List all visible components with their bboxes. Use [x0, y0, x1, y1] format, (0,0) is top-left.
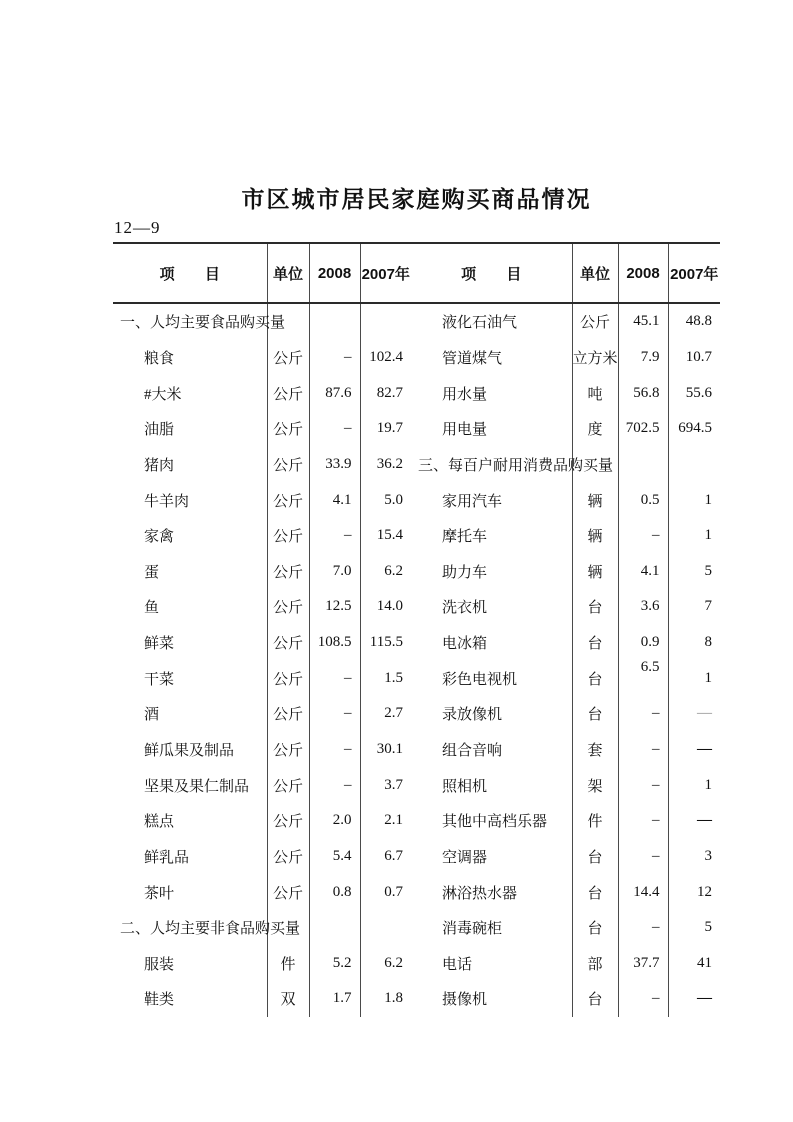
- value-2007: 102.4: [369, 348, 403, 365]
- value-2008: –: [652, 919, 660, 936]
- value-2008-cell: [618, 732, 668, 768]
- value-2007-cell: [668, 981, 720, 1017]
- table-row: [411, 839, 720, 875]
- value-2007-cell: [360, 660, 411, 696]
- value-2008: 6.5: [640, 658, 660, 675]
- unit-cell: 公斤: [267, 482, 309, 518]
- value-2008-cell: [309, 340, 360, 376]
- value-2008-cell: [309, 839, 360, 875]
- value-2008-cell: [618, 303, 668, 340]
- table-row: [113, 696, 411, 732]
- value-2007: 0.7: [384, 883, 403, 900]
- column-header-2008: 2008: [618, 244, 668, 303]
- value-2008-cell: [309, 874, 360, 910]
- value-2007: 10.7: [685, 348, 712, 365]
- item-cell: 洗衣机: [442, 600, 488, 617]
- value-2007: 3.7: [384, 776, 403, 793]
- unit-cell: 台: [572, 839, 618, 875]
- unit-cell: 台: [572, 696, 618, 732]
- value-2007: 6.2: [384, 562, 403, 579]
- column-header-item: 项 目: [113, 244, 267, 303]
- item-cell: 照相机: [442, 778, 488, 795]
- value-2007: —: [697, 990, 712, 1007]
- value-2007: 5: [704, 919, 712, 936]
- value-2007-cell: [668, 303, 720, 340]
- value-2008-cell: [618, 411, 668, 447]
- item-cell: 坚果及果仁制品: [144, 778, 250, 795]
- unit-cell: 公斤: [267, 767, 309, 803]
- value-2007-cell: [360, 803, 411, 839]
- unit-cell: 公斤: [267, 589, 309, 625]
- value-2007: 6.2: [384, 954, 403, 971]
- value-2008-cell: [309, 518, 360, 554]
- value-2007: 694.5: [678, 420, 712, 437]
- value-2007-cell: [668, 411, 720, 447]
- value-2008-cell: [618, 981, 668, 1017]
- item-cell: 蛋: [144, 564, 160, 581]
- column-header-unit: 单位: [572, 244, 618, 303]
- unit-cell: 台: [572, 625, 618, 661]
- value-2007: 1: [704, 669, 712, 686]
- value-2008: 2.0: [332, 812, 352, 829]
- unit-cell: 件: [572, 803, 618, 839]
- table-row: [411, 803, 720, 839]
- item-cell: 油脂: [144, 422, 175, 439]
- value-2007-cell: [668, 447, 720, 483]
- column-header-2008: 2008: [309, 244, 360, 303]
- item-cell: 管道煤气: [442, 350, 503, 367]
- unit-cell: 公斤: [267, 874, 309, 910]
- item-cell: 糕点: [144, 814, 175, 831]
- unit-cell: 公斤: [267, 803, 309, 839]
- value-2008-cell: [309, 447, 360, 483]
- value-2007: 15.4: [376, 527, 403, 544]
- value-2008-cell: [618, 375, 668, 411]
- value-2008: 37.7: [633, 954, 660, 971]
- item-cell: 其他中高档乐器: [442, 814, 548, 831]
- table-row: [113, 553, 411, 589]
- value-2008-cell: [309, 589, 360, 625]
- value-2008: 14.4: [633, 883, 660, 900]
- value-2008: 12.5: [325, 598, 352, 615]
- value-2008-cell: [309, 767, 360, 803]
- value-2007-cell: [668, 946, 720, 982]
- unit-cell: 部: [572, 946, 618, 982]
- item-cell: 家禽: [144, 529, 175, 546]
- table-row: [113, 732, 411, 768]
- value-2007: 5.0: [384, 491, 403, 508]
- value-2007: 12: [697, 883, 712, 900]
- table-row: [411, 696, 720, 732]
- item-cell: 摄像机: [442, 992, 488, 1009]
- value-2008: 0.5: [640, 491, 660, 508]
- value-2008: –: [344, 705, 352, 722]
- value-2007-cell: [360, 696, 411, 732]
- table-row: [113, 482, 411, 518]
- item-cell: 液化石油气: [442, 315, 518, 332]
- value-2008-cell: [618, 553, 668, 589]
- table-row: [113, 411, 411, 447]
- item-cell: 二、人均主要非食品购买量: [120, 921, 301, 938]
- value-2008-cell: [618, 482, 668, 518]
- value-2008: 0.8: [332, 883, 352, 900]
- unit-cell: 辆: [572, 518, 618, 554]
- value-2008: 108.5: [317, 634, 352, 651]
- section-row: [113, 910, 411, 946]
- value-2007-cell: [668, 589, 720, 625]
- value-2008: 702.5: [625, 420, 660, 437]
- unit-cell: 吨: [572, 375, 618, 411]
- value-2008: 5.4: [332, 847, 352, 864]
- value-2007-cell: [668, 340, 720, 376]
- value-2008: 7.9: [640, 348, 660, 365]
- value-2008-cell: [309, 303, 360, 340]
- unit-cell: 公斤: [267, 660, 309, 696]
- item-cell: 鞋类: [144, 992, 175, 1009]
- table-row: [411, 946, 720, 982]
- header-row: [113, 244, 411, 303]
- value-2007-cell: [668, 625, 720, 661]
- value-2008: 87.6: [325, 384, 352, 401]
- statistics-table: [113, 242, 720, 1017]
- value-2007-cell: [668, 839, 720, 875]
- column-header-2007: 2007年: [360, 244, 411, 303]
- value-2007-cell: [668, 375, 720, 411]
- value-2007: 2.7: [384, 705, 403, 722]
- value-2007: 1: [704, 491, 712, 508]
- unit-cell: 公斤: [267, 375, 309, 411]
- unit-cell: 公斤: [267, 839, 309, 875]
- unit-cell: 台: [572, 589, 618, 625]
- value-2007-cell: [360, 518, 411, 554]
- unit-cell: 公斤: [267, 518, 309, 554]
- value-2008: –: [652, 990, 660, 1007]
- unit-cell: 件: [267, 946, 309, 982]
- table-row: [113, 660, 411, 696]
- value-2007: 14.0: [376, 598, 403, 615]
- table-row: [113, 518, 411, 554]
- unit-cell: 公斤: [267, 340, 309, 376]
- unit-cell: 立方米: [572, 340, 618, 376]
- value-2008: 0.9: [640, 634, 660, 651]
- table-row: [411, 981, 720, 1017]
- item-cell: 电话: [442, 956, 473, 973]
- unit-cell: 双: [267, 981, 309, 1017]
- unit-cell: 公斤: [267, 696, 309, 732]
- value-2008: 56.8: [633, 384, 660, 401]
- table-row: [113, 625, 411, 661]
- value-2008: 7.0: [332, 562, 352, 579]
- unit-cell: 辆: [572, 482, 618, 518]
- value-2008-cell: [618, 589, 668, 625]
- value-2007: 1: [704, 527, 712, 544]
- table-row: [113, 767, 411, 803]
- value-2007-cell: [360, 482, 411, 518]
- value-2008-cell: [618, 447, 668, 483]
- column-header-item: 项 目: [411, 244, 572, 303]
- value-2008: 5.2: [332, 954, 352, 971]
- item-cell: 录放像机: [442, 707, 503, 724]
- table-row: [411, 411, 720, 447]
- value-2008: –: [652, 527, 660, 544]
- item-cell: 组合音响: [442, 743, 503, 759]
- value-2008: –: [344, 741, 352, 757]
- table-row: [113, 589, 411, 625]
- unit-cell: 公斤: [267, 732, 309, 768]
- table-row: [113, 447, 411, 483]
- table-row: [411, 518, 720, 554]
- value-2008-cell: [309, 732, 360, 768]
- value-2007-cell: [360, 553, 411, 589]
- value-2008: –: [344, 776, 352, 793]
- item-cell: 鲜瓜果及制品: [144, 743, 235, 759]
- item-cell: 一、人均主要食品购买量: [120, 315, 286, 332]
- page-title: 市区城市居民家庭购买商品情况: [241, 186, 592, 212]
- item-cell: 三、每百户耐用消费品购买量: [418, 457, 614, 474]
- value-2008-cell: [309, 696, 360, 732]
- item-cell: 酒: [144, 707, 160, 724]
- value-2007-cell: [668, 518, 720, 554]
- value-2007: 1.8: [384, 990, 403, 1007]
- value-2008-cell: [309, 660, 360, 696]
- value-2007: —: [697, 741, 712, 757]
- item-cell: 电冰箱: [442, 636, 488, 653]
- value-2008-cell: [309, 910, 360, 946]
- table-row: [411, 625, 720, 661]
- value-2007: 1: [704, 776, 712, 793]
- value-2008-cell: [309, 803, 360, 839]
- value-2008: –: [344, 669, 352, 686]
- unit-cell: 公斤: [267, 553, 309, 589]
- table-row: [113, 340, 411, 376]
- value-2007-cell: [668, 482, 720, 518]
- table-row: [113, 981, 411, 1017]
- value-2008-cell: [618, 518, 668, 554]
- unit-cell: 度: [572, 411, 618, 447]
- item-cell: 消毒碗柜: [442, 921, 503, 938]
- item-cell: 淋浴热水器: [442, 885, 518, 902]
- value-2007-cell: [360, 589, 411, 625]
- value-2007: 36.2: [376, 455, 403, 472]
- unit-cell: 架: [572, 767, 618, 803]
- table-row: [411, 553, 720, 589]
- value-2007: 3: [704, 847, 712, 864]
- unit-cell: 公斤: [267, 411, 309, 447]
- table-row: [113, 946, 411, 982]
- unit-cell: 台: [572, 981, 618, 1017]
- value-2007-cell: [360, 839, 411, 875]
- section-row: [411, 447, 720, 483]
- table-row: [411, 482, 720, 518]
- unit-cell: 公斤: [267, 447, 309, 483]
- item-cell: 助力车: [442, 564, 488, 581]
- table-row: [113, 803, 411, 839]
- value-2008-cell: [618, 696, 668, 732]
- value-2008-cell: [618, 874, 668, 910]
- value-2007-cell: [360, 910, 411, 946]
- value-2008: –: [652, 741, 660, 757]
- value-2008: –: [652, 847, 660, 864]
- value-2007-cell: [668, 910, 720, 946]
- table-row: [411, 767, 720, 803]
- unit-cell: 公斤: [572, 303, 618, 340]
- value-2007-cell: [668, 553, 720, 589]
- value-2008-cell: [618, 803, 668, 839]
- value-2007-cell: [360, 375, 411, 411]
- value-2008-cell: [309, 482, 360, 518]
- value-2007-cell: [360, 303, 411, 340]
- value-2007-cell: [668, 874, 720, 910]
- value-2008-cell: [309, 946, 360, 982]
- value-2007: 115.5: [369, 634, 403, 651]
- right-half-table: [411, 244, 720, 1017]
- value-2007-cell: [668, 803, 720, 839]
- table-row: [411, 660, 720, 696]
- value-2007-cell: [668, 732, 720, 768]
- value-2007: 41: [697, 954, 712, 971]
- table-row: [411, 910, 720, 946]
- table-row: [411, 874, 720, 910]
- header-row: [411, 244, 720, 303]
- value-2007: 7: [704, 598, 712, 615]
- value-2007: 1.5: [384, 669, 403, 686]
- value-2008: 33.9: [325, 455, 352, 472]
- table-row: [411, 589, 720, 625]
- value-2007-cell: [360, 340, 411, 376]
- table-row: [113, 874, 411, 910]
- item-cell: 干菜: [144, 671, 175, 688]
- value-2007: —: [697, 812, 712, 829]
- left-half-table: [113, 244, 411, 1017]
- value-2007: 19.7: [376, 420, 403, 437]
- value-2007: 8: [704, 634, 712, 651]
- value-2008-cell: [309, 375, 360, 411]
- item-cell: 粮食: [144, 350, 175, 367]
- value-2007: 55.6: [685, 384, 712, 401]
- value-2008-cell: [618, 340, 668, 376]
- table-row: [411, 340, 720, 376]
- value-2008-cell: [618, 625, 668, 661]
- unit-cell: 套: [572, 732, 618, 768]
- value-2008: –: [344, 527, 352, 544]
- table-number: 12—9: [114, 218, 161, 237]
- value-2008: 3.6: [640, 598, 660, 615]
- item-cell: #大米: [144, 386, 182, 403]
- item-cell: 茶叶: [144, 885, 175, 902]
- value-2007: 6.7: [384, 847, 403, 864]
- value-2007-cell: [360, 874, 411, 910]
- section-row: [113, 303, 411, 340]
- value-2008-cell: [309, 411, 360, 447]
- value-2008: 4.1: [332, 491, 352, 508]
- value-2008: 45.1: [633, 313, 660, 330]
- value-2007-cell: [360, 732, 411, 768]
- value-2007: 5: [704, 562, 712, 579]
- unit-cell: 辆: [572, 553, 618, 589]
- item-cell: 摩托车: [442, 529, 488, 546]
- column-header-2007: 2007年: [668, 244, 720, 303]
- value-2008: –: [652, 776, 660, 793]
- table-row: [411, 732, 720, 768]
- value-2007: —: [697, 705, 712, 722]
- item-cell: 家用汽车: [442, 493, 503, 510]
- value-2008-cell: [309, 981, 360, 1017]
- value-2008-cell: [618, 839, 668, 875]
- item-cell: 用水量: [442, 386, 488, 403]
- value-2008: 4.1: [640, 562, 660, 579]
- value-2007-cell: [668, 767, 720, 803]
- table-row: [411, 375, 720, 411]
- value-2008-cell: [618, 767, 668, 803]
- value-2008: –: [344, 420, 352, 437]
- unit-cell: 台: [572, 660, 618, 696]
- value-2007-cell: [360, 411, 411, 447]
- value-2007-cell: [360, 625, 411, 661]
- item-cell: 用电量: [442, 422, 488, 439]
- value-2008-cell: [618, 910, 668, 946]
- value-2008: –: [652, 705, 660, 722]
- item-cell: 彩色电视机: [442, 671, 518, 688]
- value-2007-cell: [360, 946, 411, 982]
- value-2008: –: [652, 812, 660, 829]
- value-2007-cell: [668, 660, 720, 696]
- unit-cell: 台: [572, 874, 618, 910]
- value-2007-cell: [360, 981, 411, 1017]
- value-2007: 82.7: [376, 384, 403, 401]
- value-2008: –: [344, 348, 352, 365]
- value-2007: 48.8: [685, 313, 712, 330]
- value-2008-cell: [309, 625, 360, 661]
- value-2007-cell: [668, 696, 720, 732]
- value-2007-cell: [360, 447, 411, 483]
- value-2008: 1.7: [332, 990, 352, 1007]
- item-cell: 猪肉: [144, 457, 175, 474]
- column-header-unit: 单位: [267, 244, 309, 303]
- value-2007-cell: [360, 767, 411, 803]
- item-cell: 鲜菜: [144, 636, 175, 653]
- value-2008-cell: [618, 660, 668, 696]
- value-2007: 30.1: [376, 741, 403, 757]
- value-2008-cell: [618, 946, 668, 982]
- unit-cell: 公斤: [267, 625, 309, 661]
- item-cell: 鲜乳品: [144, 849, 190, 866]
- item-cell: 牛羊肉: [144, 493, 190, 510]
- table-row: [113, 375, 411, 411]
- table-row: [113, 839, 411, 875]
- value-2008-cell: [309, 553, 360, 589]
- item-cell: 鱼: [144, 600, 160, 617]
- table-row: [411, 303, 720, 340]
- item-cell: 空调器: [442, 849, 488, 866]
- item-cell: 服装: [144, 956, 175, 973]
- value-2007: 2.1: [384, 812, 403, 829]
- unit-cell: 台: [572, 910, 618, 946]
